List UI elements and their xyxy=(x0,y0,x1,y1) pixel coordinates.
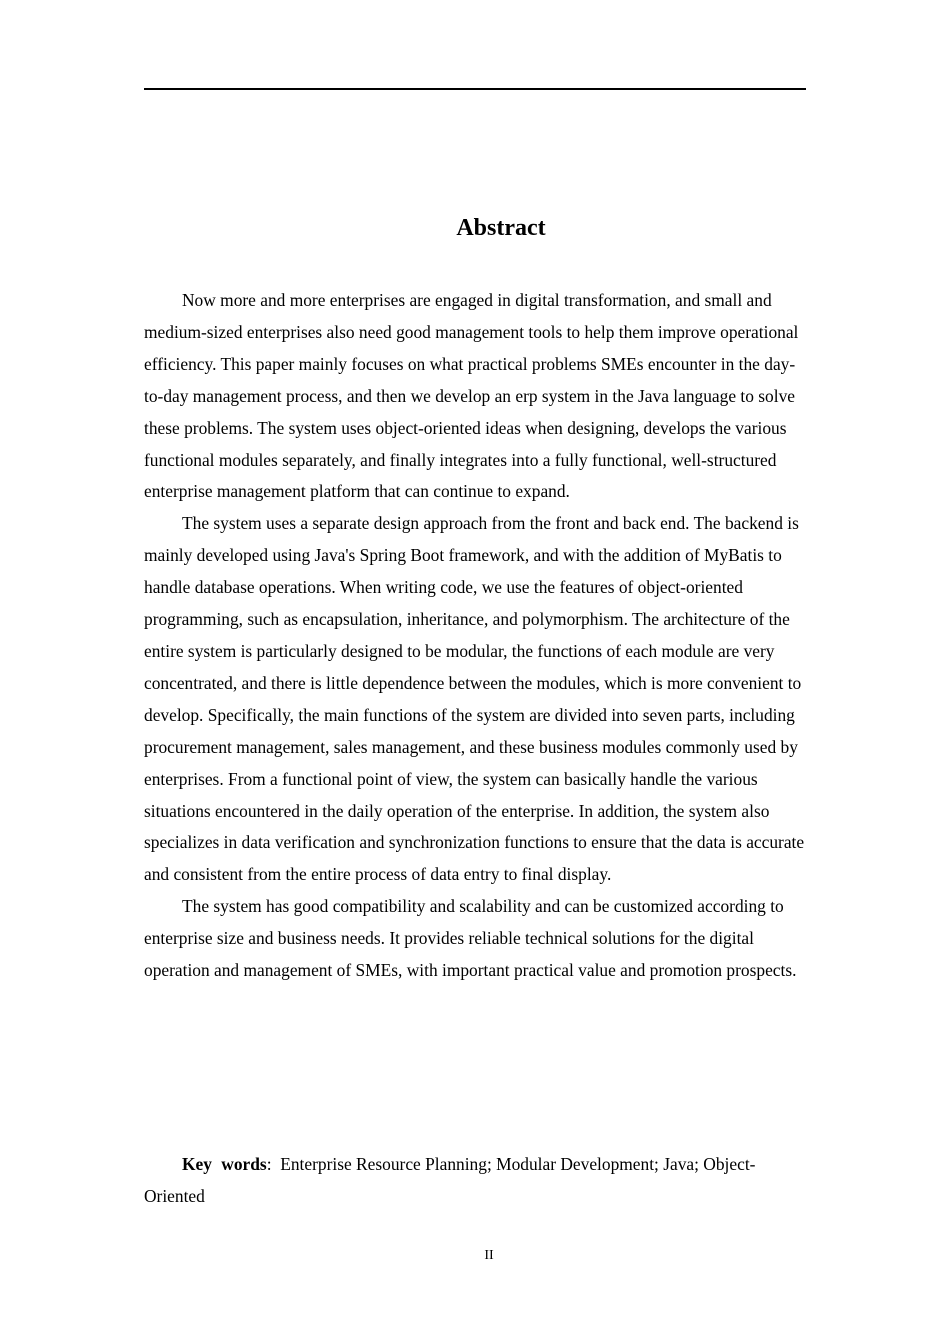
keywords-separator: : xyxy=(266,1154,272,1174)
abstract-paragraph: The system uses a separate design approach from the front and back end. The backend is mainly developed using Java's Spring Boot framework, and with the addition of MyBatis to handle database operations. When writing code, we use the features of object-oriented programming, such as encapsulation, inheritance, and polymorphism. The architecture of the entire system is particularly designed to be modular, the functions of each module are very concentrated, and there is little dependence between the modules, which is more convenient to develop. Specifically, the main functions of the system are divided into seven parts, including procurement management, sales management, and these business modules commonly used by enterprises. From a functional point of view, the system can basically handle the various situations encountered in the daily operation of the enterprise. In addition, the system also specializes in data verification and synchronization functions to ensure that the data is accurate and consistent from the entire process of data entry to final display. xyxy=(144,513,805,885)
abstract-paragraph: Now more and more enterprises are engaged in digital transformation, and small and medium-sized enterprises also need good management tools to help them improve operational efficiency. This paper mainly focuses on what practical problems SMEs encounter in the day-to-day management process, and then we develop an erp system in the Java language to solve these problems. The system uses object-oriented ideas when designing, develops the various functional modules separately, and finally integrates into a fully functional, well-structured enterprise management platform that can continue to expand. xyxy=(144,290,799,502)
keywords-value: Enterprise Resource Planning; Modular Development; Java; Object-Oriented xyxy=(144,1154,756,1206)
page-number: II xyxy=(484,1248,494,1263)
abstract-title: Abstract xyxy=(456,215,546,241)
keywords-label: Key words xyxy=(182,1154,267,1174)
abstract-body xyxy=(144,285,808,987)
keywords-line xyxy=(144,1149,808,1213)
header-rule xyxy=(144,88,806,90)
abstract-paragraph: The system has good compatibility and scalability and can be customized according to enterprise size and business needs. It provides reliable technical solutions for the digital operation and management of SMEs, with important practical value and promotion prospects. xyxy=(144,896,797,981)
